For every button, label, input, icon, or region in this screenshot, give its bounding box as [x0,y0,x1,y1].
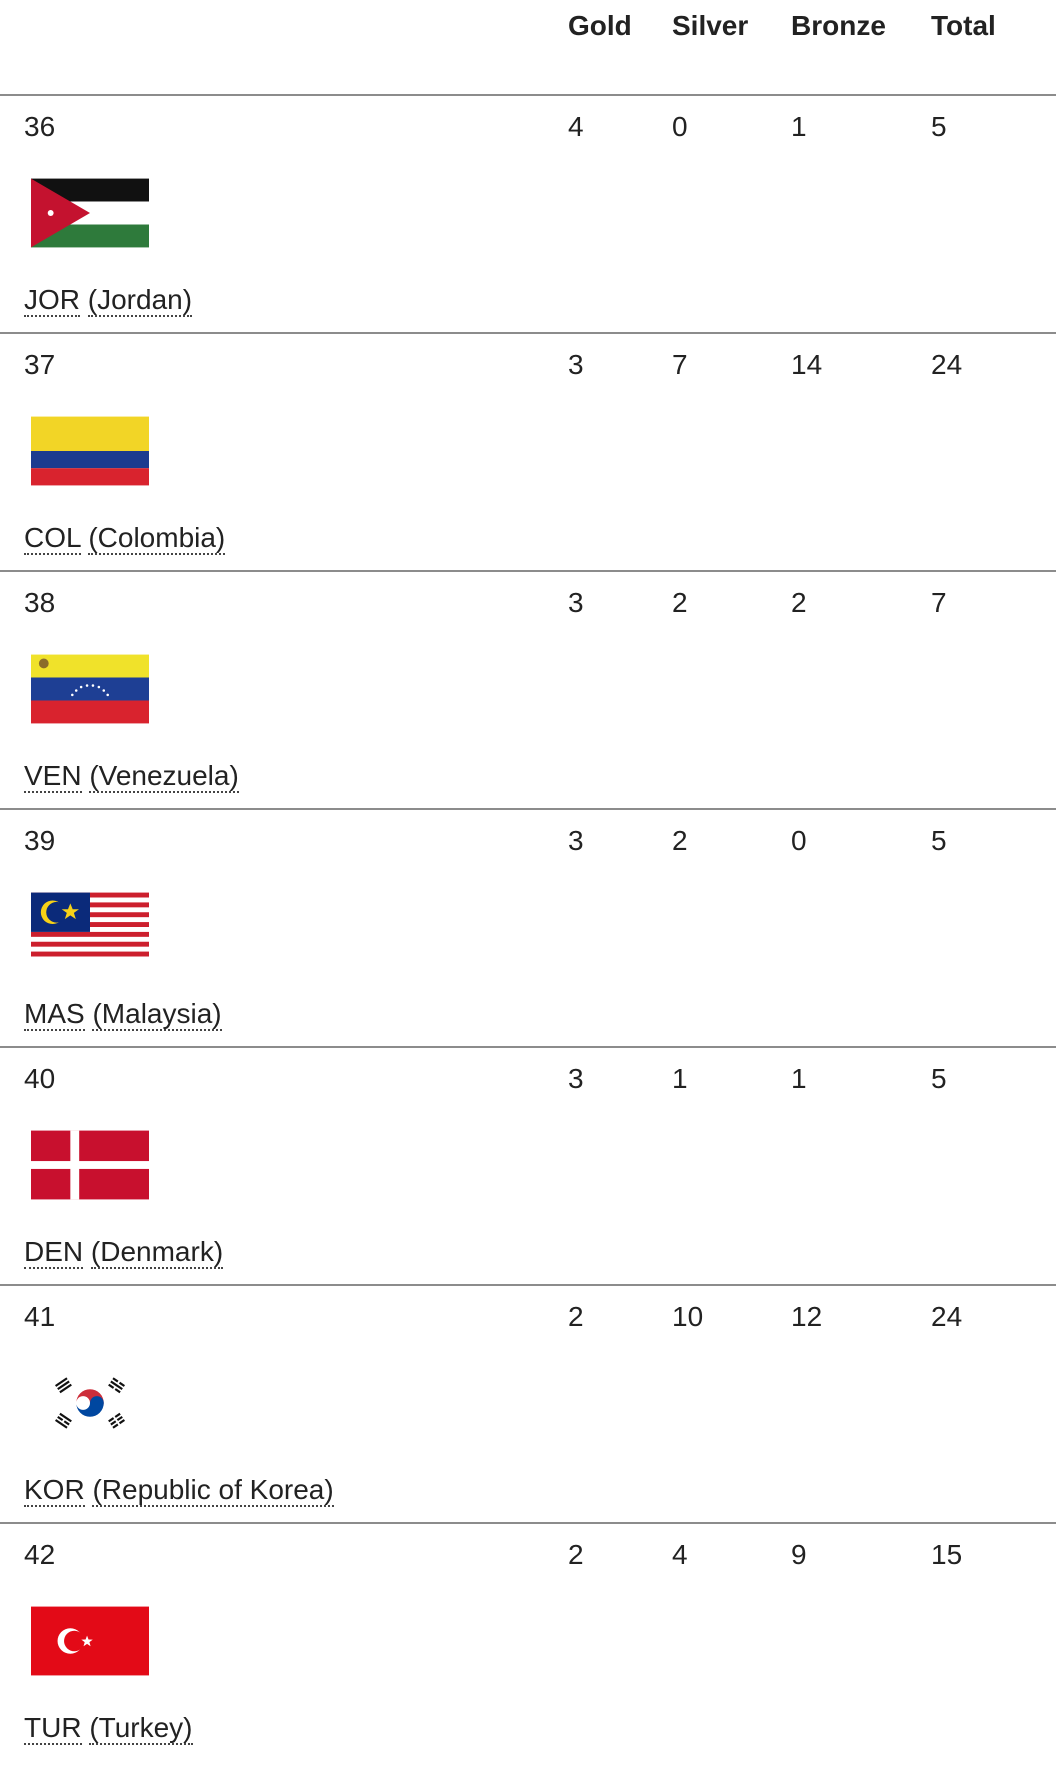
table-row [0,1524,1056,1762]
silver-cell: 1 [672,1063,688,1094]
gold-cell: 2 [568,1539,584,1570]
denmark-flag-icon [31,1130,149,1200]
table-header [0,0,1056,96]
bronze-cell: 0 [791,825,807,856]
country-name: (Republic of Korea) [92,1474,334,1505]
silver-cell: 0 [672,111,688,142]
country-name: (Jordan) [87,284,193,315]
country-code: DEN [24,1236,84,1267]
country-link[interactable] [24,1474,334,1506]
rank-cell: 41 [24,1301,56,1332]
bronze-cell: 9 [791,1539,807,1570]
rank-cell: 40 [24,1063,56,1094]
header-bronze[interactable]: Bronze [791,10,886,41]
country-link[interactable] [24,760,239,792]
total-cell: 7 [931,587,947,618]
table-row [0,1286,1056,1524]
bronze-cell: 1 [791,1063,807,1094]
country-code: JOR [24,284,80,315]
country-link[interactable] [24,522,225,554]
country-link[interactable] [24,1712,193,1744]
gold-cell: 3 [568,349,584,380]
rank-cell: 38 [24,587,56,618]
table-row [0,810,1056,1048]
table-row [0,96,1056,334]
silver-cell: 10 [672,1301,704,1332]
jordan-flag-icon [31,178,149,248]
country-code: TUR [24,1712,82,1743]
total-cell: 24 [931,349,963,380]
table-row [0,572,1056,810]
gold-cell: 3 [568,587,584,618]
country-code: MAS [24,998,85,1029]
malaysia-flag-icon [31,892,149,962]
country-code: VEN [24,760,82,791]
country-link[interactable] [24,1236,223,1268]
country-name: (Colombia) [88,522,226,553]
bronze-cell: 1 [791,111,807,142]
table-row [0,1048,1056,1286]
country-code: KOR [24,1474,85,1505]
country-link[interactable] [24,998,222,1030]
country-name: (Venezuela) [89,760,239,791]
turkey-flag-icon [31,1606,149,1676]
venezuela-flag-icon [31,654,149,724]
bronze-cell: 14 [791,349,823,380]
silver-cell: 7 [672,349,688,380]
silver-cell: 4 [672,1539,688,1570]
rank-cell: 37 [24,349,56,380]
gold-cell: 3 [568,825,584,856]
rank-cell: 39 [24,825,56,856]
total-cell: 15 [931,1539,963,1570]
gold-cell: 3 [568,1063,584,1094]
header-gold[interactable]: Gold [568,10,632,41]
bronze-cell: 12 [791,1301,823,1332]
colombia-flag-icon [31,416,149,486]
silver-cell: 2 [672,825,688,856]
country-name: (Turkey) [89,1712,193,1743]
rank-cell: 42 [24,1539,56,1570]
country-name: (Malaysia) [92,998,222,1029]
gold-cell: 4 [568,111,584,142]
korea-flag-icon [31,1368,149,1438]
country-name: (Denmark) [90,1236,224,1267]
total-cell: 5 [931,825,947,856]
silver-cell: 2 [672,587,688,618]
bronze-cell: 2 [791,587,807,618]
gold-cell: 2 [568,1301,584,1332]
total-cell: 5 [931,1063,947,1094]
total-cell: 24 [931,1301,963,1332]
country-code: COL [24,522,81,553]
header-silver[interactable]: Silver [672,10,749,41]
total-cell: 5 [931,111,947,142]
table-row [0,334,1056,572]
table-body [0,96,1056,1762]
country-link[interactable] [24,284,192,316]
rank-cell: 36 [24,111,56,142]
header-total[interactable]: Total [931,10,996,41]
